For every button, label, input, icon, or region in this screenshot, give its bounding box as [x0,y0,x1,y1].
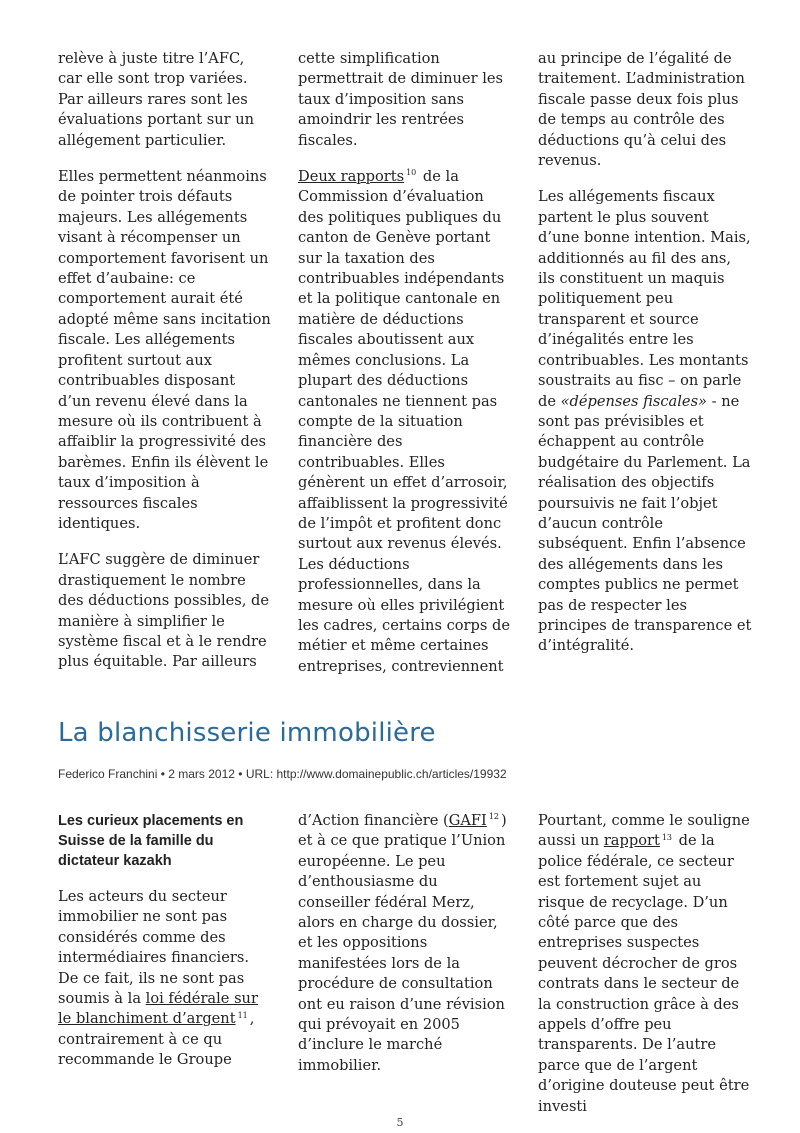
article-byline: Federico Franchini • 2 mars 2012 • URL: http://www.domainepublic.ch/articles/19932 [58,767,507,781]
prev-article-column-1 [58,49,272,689]
paragraph: au principe de l’égalité de traitement. L’administration fiscale passe deux fois plus de temps au contrôle des déductions qu’à celui des revenus. [538,50,745,170]
article-column-2 [298,811,512,1092]
paragraph-text: , contrairement à ce qu recommande le Groupe [58,1010,255,1069]
article-column-1 [58,811,272,1087]
paragraph-text: Pourtant, comme le souligne aussi un [538,812,750,850]
link-deux-rapports[interactable]: Deux rapports [298,168,405,186]
paragraph-text: Les acteurs du secteur immobilier ne sont pas considérés comme des intermédiaires financiers. De ce fait, ils ne sont pas soumis à la [58,888,249,1008]
article-column-3 [538,811,752,1133]
paragraph [58,887,272,1071]
link-loi-blanchiment[interactable]: loi fédérale sur le blanchiment d’argent [58,990,258,1028]
paragraph-text: Les allégements fiscaux partent le plus souvent d’une bonne intention. Mais, additionnés au fil des ans, ils constituent un maquis politiquement peu transparent et source d’inégalités entre les contribuables. Les montants soustraits au fisc – on parle de [538,188,751,410]
footnote-ref: 13 [661,832,673,842]
footnote-ref: 12 [488,812,499,822]
paragraph [538,187,752,656]
footnote-ref: 11 [237,1010,248,1020]
link-gafi[interactable]: GAFI [448,812,487,829]
article-title: La blanchisserie immobilière [58,718,436,748]
article-subheading: Les curieux placements en Suisse de la famille du dictateur kazakh [58,813,244,869]
paragraph: cette simplification permettrait de diminuer les taux d’imposition sans amoindrir les rentrées fiscales. [298,50,503,149]
paragraph-text: de la police fédérale, ce secteur est fortement sujet au risque de recyclage. D’un côté parce que des entreprises suspectes peuvent décrocher de gros contrats dans le secteur de la construction grâce à des appels d’offre peu transparents. De l’autre parce que de l’argent d’origine douteuse peut être investi [538,832,750,1115]
paragraph: L’AFC suggère de diminuer drastiquement le nombre des déductions possibles, de manière à simplifier le système fiscal et à le rendre plus équitable. Par ailleurs [58,551,270,671]
paragraph [538,811,752,1117]
paragraph-text: de la Commission d’évaluation des politiques publiques du canton de Genève portant sur la taxation des contribuables indépendants et la politique cantonale en matière de déductions fiscales aboutissent aux mêmes conclusions. La plupart des déductions cantonales ne tiennent pas compte de la situation financière des contribuables. Elles génèrent un effet d’arrosoir, affaiblissent la progressivité de l’impôt et profitent donc surtout aux revenus élevés. Les déductions professionnelles, dans la mesure où elles privilégient les cadres, certains corps de métier et même certaines entreprises, contreviennent [298,168,510,675]
prev-article-column-2 [298,49,512,693]
paragraph: Elles permettent néanmoins de pointer trois défauts majeurs. Les allégements visant à récompenser un comportement favorisent un effet d’aubaine: ce comportement aurait été adopté même sans incitation fiscale. Les allégements profitent surtout aux contribuables disposant d’un revenu élevé dans la mesure où ils contribuent à affaiblir la progressivité des barèmes. Enfin ils élèvent le taux d’imposition à ressources fiscales identiques. [58,168,271,532]
paragraph-text: - ne sont pas prévisibles et échappent au contrôle budgétaire du Parlement. La réalisation des objectifs poursuivis ne fait l’objet d’aucun contrôle subséquent. Enfin l’absence des allégements dans les comptes publics ne permet pas de respecter les principes de transparence et d’intégralité. [538,392,752,655]
emphasis-text: «dépenses fiscales» [560,392,707,410]
paragraph [298,811,512,1076]
paragraph-text: ) et à ce que pratique l’Union européenne. Le peu d’enthousiasme du conseiller fédéral Merz, alors en charge du dossier, et les oppositions manifestées lors de la procédure de consultation ont eu raison d’une révision qui prévoyait en 2005 d’inclure le marché immobilier. [298,812,507,1074]
paragraph-text: d’Action financière ( [298,812,449,829]
link-rapport[interactable]: rapport [603,832,660,850]
page-number: 5 [396,1116,404,1129]
paragraph: relève à juste titre l’AFC, car elle sont trop variées. Par ailleurs rares sont les évaluations portant sur un allégement particulier. [58,50,255,149]
paragraph [298,167,512,677]
footnote-ref: 10 [406,168,417,178]
prev-article-column-3 [538,49,752,673]
